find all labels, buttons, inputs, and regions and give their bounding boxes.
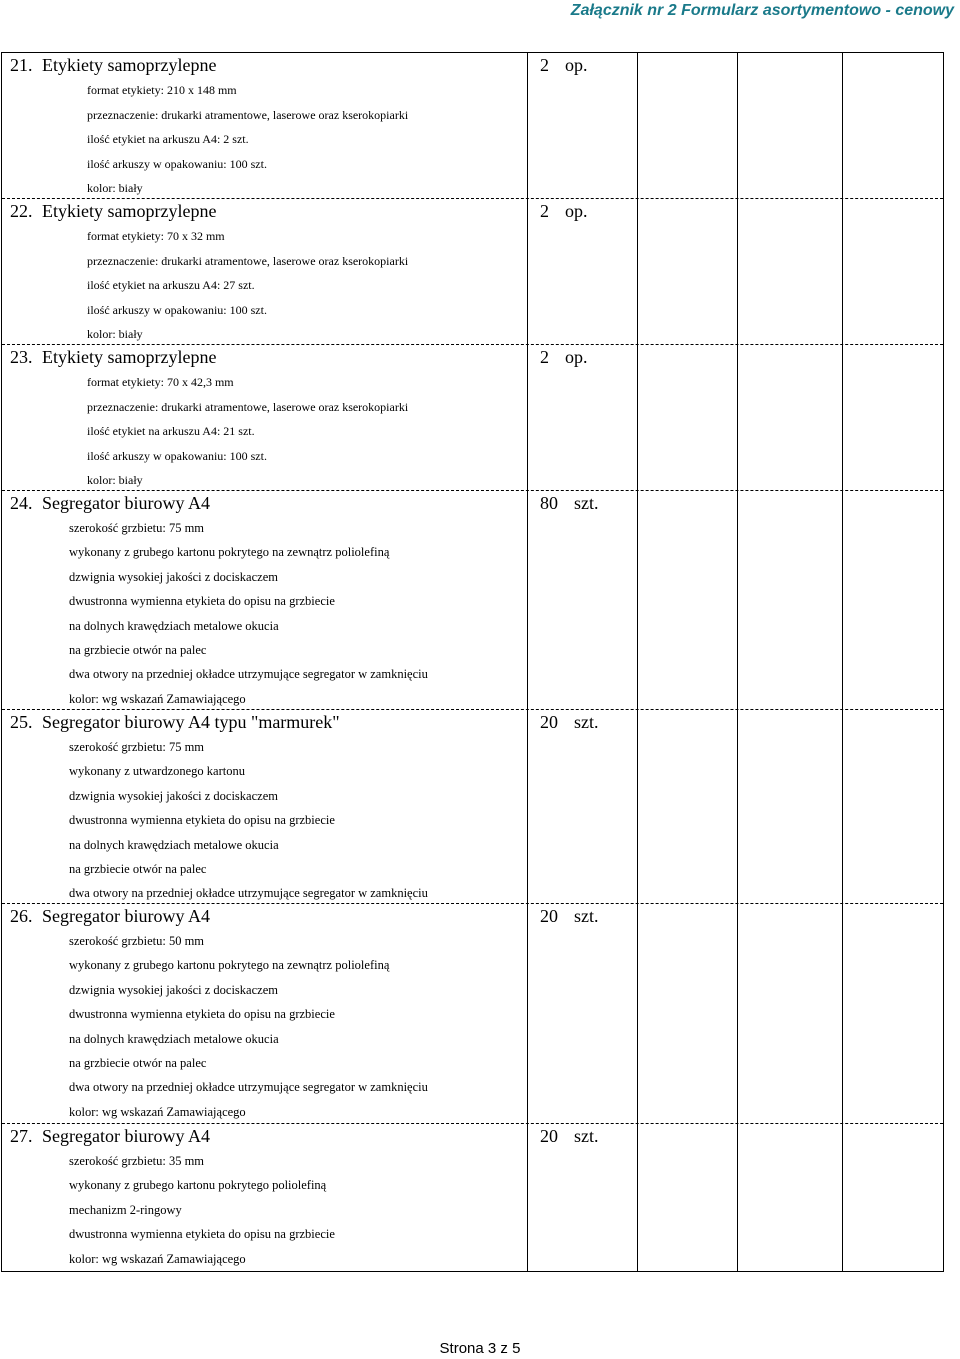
quantity-unit: op. [565,347,588,367]
item-spec-line: kolor: wg wskazań Zamawiającego [69,1104,246,1119]
item-spec-line: na grzbiecie otwór na palec [69,643,207,657]
item-spec-line: kolor: biały [87,181,143,195]
item-name: Segregator biurowy A4 typu "marmurek" [42,712,340,732]
item-title [10,906,210,927]
row-separator [2,1123,943,1124]
row-separator [2,903,943,904]
item-spec-line: kolor: biały [87,327,143,341]
item-quantity [540,55,588,76]
item-name: Segregator biurowy A4 [42,493,210,513]
item-quantity [540,347,588,368]
row-separator [2,198,943,199]
item-spec-line: przeznaczenie: drukarki atramentowe, laserowe oraz kserokopiarki [87,253,409,268]
page-number: Strona 3 z 5 [439,1340,521,1357]
item-spec-line: przeznaczenie: drukarki atramentowe, laserowe oraz kserokopiarki [87,399,409,414]
item-title [10,55,216,76]
item-number: 21. [10,55,33,75]
item-spec-line: dwa otwory na przedniej okładce utrzymujące segregator w zamknięciu [69,1080,428,1095]
item-title [10,712,340,733]
item-spec-line: ilość arkuszy w opakowaniu: 100 szt. [87,302,267,317]
item-spec-line: szerokość grzbietu: 50 mm [69,934,205,948]
item-number: 22. [10,201,33,221]
item-number: 26. [10,906,33,926]
item-spec-line: wykonany z grubego kartonu pokrytego na zewnątrz poliolefiną [69,545,390,560]
quantity-unit: op. [565,55,588,75]
row-separator [2,709,943,710]
item-spec-line: szerokość grzbietu: 75 mm [69,740,205,754]
column-divider [637,53,638,1271]
row-separator [2,490,943,491]
item-spec-line: na dolnych krawędziach metalowe okucia [69,837,279,852]
item-spec-line: na grzbiecie otwór na palec [69,1056,207,1070]
item-spec-line: przeznaczenie: drukarki atramentowe, laserowe oraz kserokopiarki [87,107,409,122]
item-spec-line: format etykiety: 70 x 32 mm [87,229,225,243]
item-spec-line: ilość arkuszy w opakowaniu: 100 szt. [87,156,267,171]
column-divider [527,53,528,1271]
row-separator [2,344,943,345]
item-quantity [540,906,599,927]
item-spec-line: dwustronna wymienna etykieta do opisu na grzbiecie [69,594,335,609]
item-title [10,1126,210,1147]
item-quantity [540,712,599,733]
quantity-value: 20 [540,906,558,926]
item-spec-line: ilość etykiet na arkuszu A4: 2 szt. [87,132,249,146]
quantity-value: 80 [540,493,558,513]
item-spec-line: wykonany z grubego kartonu pokrytego na zewnątrz poliolefiną [69,958,390,973]
item-spec-line: format etykiety: 70 x 42,3 mm [87,375,234,389]
item-spec-line: dwustronna wymienna etykieta do opisu na grzbiecie [69,813,335,828]
item-name: Etykiety samoprzylepne [42,201,217,221]
item-spec-line: szerokość grzbietu: 35 mm [69,1154,205,1168]
quantity-unit: szt. [574,906,599,926]
column-divider [842,53,843,1271]
item-quantity [540,201,588,222]
page-header-title: Załącznik nr 2 Formularz asortymentowo - cenowy [570,2,954,19]
quantity-value: 20 [540,712,558,732]
item-spec-line: dzwignia wysokiej jakości z dociskaczem [69,569,278,584]
item-spec-line: kolor: wg wskazań Zamawiającego [69,691,246,706]
quantity-value: 2 [540,201,549,221]
item-quantity [540,493,599,514]
item-name: Etykiety samoprzylepne [42,347,217,367]
item-spec-line: dwa otwory na przedniej okładce utrzymujące segregator w zamknięciu [69,667,428,682]
column-divider [737,53,738,1271]
item-spec-line: dzwignia wysokiej jakości z dociskaczem [69,788,278,803]
item-spec-line: na dolnych krawędziach metalowe okucia [69,1031,279,1046]
assortment-table [1,52,944,1272]
item-quantity [540,1126,599,1147]
quantity-unit: szt. [574,712,599,732]
item-spec-line: ilość arkuszy w opakowaniu: 100 szt. [87,448,267,463]
item-spec-line: wykonany z utwardzonego kartonu [69,764,245,779]
item-spec-line: format etykiety: 210 x 148 mm [87,83,237,97]
item-title [10,201,216,222]
quantity-unit: szt. [574,493,599,513]
item-number: 25. [10,712,33,732]
item-spec-line: kolor: biały [87,473,143,487]
quantity-value: 2 [540,55,549,75]
item-title [10,493,210,514]
item-spec-line: wykonany z grubego kartonu pokrytego poliolefiną [69,1178,327,1193]
item-title [10,347,216,368]
item-spec-line: mechanizm 2-ringowy [69,1202,182,1217]
item-name: Segregator biurowy A4 [42,906,210,926]
quantity-unit: szt. [574,1126,599,1146]
item-number: 27. [10,1126,33,1146]
item-spec-line: kolor: wg wskazań Zamawiającego [69,1251,246,1266]
item-name: Etykiety samoprzylepne [42,55,217,75]
item-spec-line: dwustronna wymienna etykieta do opisu na grzbiecie [69,1007,335,1022]
item-name: Segregator biurowy A4 [42,1126,210,1146]
quantity-value: 20 [540,1126,558,1146]
item-spec-line: na dolnych krawędziach metalowe okucia [69,618,279,633]
item-spec-line: szerokość grzbietu: 75 mm [69,521,205,535]
item-spec-line: dwustronna wymienna etykieta do opisu na grzbiecie [69,1227,335,1242]
item-spec-line: dwa otwory na przedniej okładce utrzymujące segregator w zamknięciu [69,886,428,901]
item-spec-line: dzwignia wysokiej jakości z dociskaczem [69,982,278,997]
item-spec-line: na grzbiecie otwór na palec [69,862,207,876]
item-number: 23. [10,347,33,367]
item-spec-line: ilość etykiet na arkuszu A4: 27 szt. [87,278,255,292]
quantity-value: 2 [540,347,549,367]
quantity-unit: op. [565,201,588,221]
item-number: 24. [10,493,33,513]
item-spec-line: ilość etykiet na arkuszu A4: 21 szt. [87,424,255,438]
